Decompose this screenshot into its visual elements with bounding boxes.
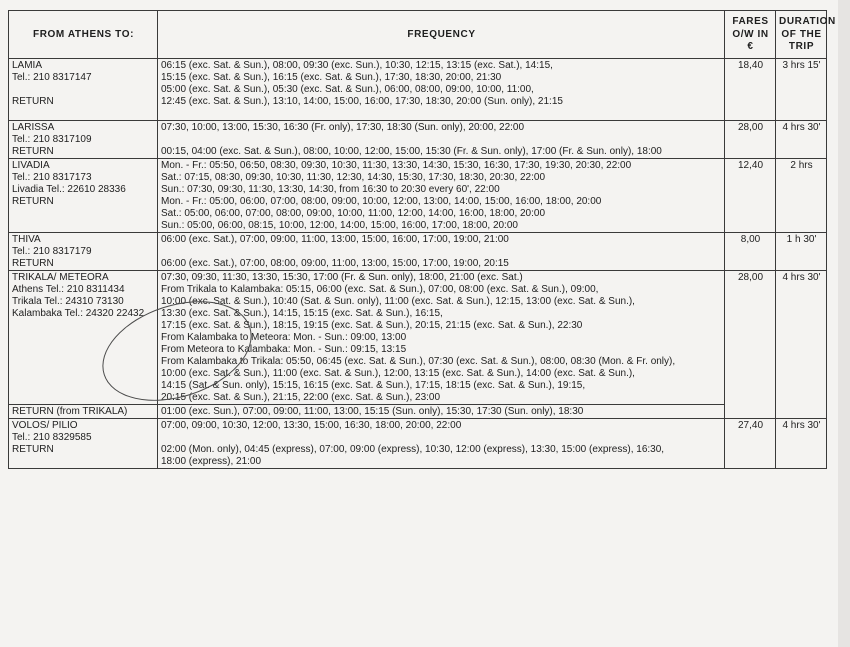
local-phone: Kalambaka Tel.: 24320 22432: [12, 308, 145, 319]
departure-line: Sat.: 07:15, 08:30, 09:30, 10:30, 11:30, 12:30, 14:30, 15:30, 17:30, 18:30, 20:30, 22:00: [161, 172, 546, 183]
frequency-cell: [158, 271, 725, 405]
return-line: 02:00 (Mon. only), 04:45 (express), 07:00, 09:00 (express), 10:30, 12:00 (express), 13:30, 15:00 (express), 16:30,: [161, 444, 665, 455]
frequency-cell: [158, 159, 725, 233]
header-duration: [776, 11, 836, 59]
destination-phone: Athens Tel.: 210 8311434: [12, 284, 125, 295]
return-label: RETURN: [12, 258, 54, 269]
spacer: [12, 108, 155, 120]
departure-line: Mon. - Fr.: 05:50, 06:50, 08:30, 09:30, 10:30, 11:30, 13:30, 14:30, 15:30, 16:30, 17:30, 19:30, 20:30, 22:00: [161, 160, 632, 171]
return-label: RETURN: [12, 146, 54, 157]
header-row: [9, 11, 827, 59]
connection-line: 13:30 (exc. Sat. & Sun.), 14:15, 15:15 (exc. Sat. & Sun.), 16:15,: [161, 308, 443, 319]
fare-cell: 27,40: [725, 419, 776, 469]
return-line: 00:15, 04:00 (exc. Sat. & Sun.), 08:00, 10:00, 12:00, 15:00, 15:30 (Fr. & Sun. only), 17:00 (Fr. & Sun. only), 18:00: [161, 146, 662, 157]
destination-name: LARISSA: [12, 122, 55, 133]
connection-line: 14:15 (Sat. & Sun. only), 15:15, 16:15 (exc. Sat. & Sun.), 17:15, 18:15 (exc. Sat. & Sun.), 19:15,: [161, 380, 586, 391]
return-line: Mon. - Fr.: 05:00, 06:00, 07:00, 08:00, 09:00, 10:00, 12:00, 13:00, 14:00, 15:00, 16:00, 18:00, 20:00: [161, 196, 602, 207]
spacer: [161, 246, 722, 258]
departure-line: 07:00, 09:00, 10:30, 12:00, 13:30, 15:00, 16:30, 18:00, 20:00, 22:00: [161, 420, 462, 431]
destination-cell: [9, 59, 158, 121]
destination-cell: [9, 233, 158, 271]
frequency-cell: [158, 59, 725, 121]
destination-phone: Tel.: 210 8317147: [12, 72, 92, 83]
return-line: 06:00 (exc. Sat.), 07:00, 08:00, 09:00, 11:00, 13:00, 15:00, 17:00, 19:00, 20:15: [161, 258, 509, 269]
local-phone: Livadia Tel.: 22610 28336: [12, 184, 126, 195]
return-label: RETURN: [12, 444, 54, 455]
frequency-cell: [158, 419, 725, 469]
duration-cell: 4 hrs 30': [776, 121, 827, 159]
route-row-trikala-return: [9, 405, 827, 419]
departure-line: 07:30, 10:00, 13:00, 15:30, 16:30 (Fr. only), 17:30, 18:30 (Sun. only), 20:00, 22:00: [161, 122, 525, 133]
route-row-trikala-meteora: [9, 271, 827, 405]
header-duration-text: DURATION OF THE TRIP: [779, 16, 836, 53]
destination-cell: [9, 271, 158, 405]
departure-line: 07:30, 09:30, 11:30, 13:30, 15:30, 17:00 (Fr. & Sun. only), 18:00, 21:00 (exc. Sat.): [161, 272, 523, 283]
return-label: RETURN (from TRIKALA): [12, 406, 128, 417]
connection-line: From Kalambaka to Meteora: Mon. - Sun.: 09:00, 13:00: [161, 332, 407, 343]
destination-phone: Tel.: 210 8329585: [12, 432, 92, 443]
spacer: [161, 432, 722, 444]
route-row-lamia: [9, 59, 827, 121]
destination-phone: Tel.: 210 8317179: [12, 246, 92, 257]
fare-cell: 28,00: [725, 121, 776, 159]
duration-cell: 4 hrs 30': [776, 271, 827, 419]
header-fares-text: FARES O/W IN €: [732, 16, 769, 53]
page-edge: [838, 0, 850, 647]
route-row-thiva: [9, 233, 827, 271]
return-line: 05:00 (exc. Sat. & Sun.), 05:30 (exc. Sat. & Sun.), 06:00, 08:00, 09:00, 10:00, 11:00,: [161, 84, 534, 95]
return-cell: [9, 405, 158, 419]
route-row-volos-pilio: [9, 419, 827, 469]
destination-cell: [9, 419, 158, 469]
destination-phone: Tel.: 210 8317173: [12, 172, 92, 183]
header-from: FROM ATHENS TO:: [9, 11, 158, 59]
fare-cell: 28,00: [725, 271, 776, 419]
spacer: [161, 134, 722, 146]
destination-name: THIVA: [12, 234, 41, 245]
header-fares: [725, 11, 776, 59]
connection-line: From Meteora to Kalambaka: Mon. - Sun.: 09:15, 13:15: [161, 344, 407, 355]
destination-name: LAMIA: [12, 60, 43, 71]
destination-cell: [9, 159, 158, 233]
return-line: 01:00 (exc. Sun.), 07:00, 09:00, 11:00, 13:00, 15:15 (Sun. only), 15:30, 17:30 (Sun. only), 18:30: [161, 406, 584, 417]
departure-line: 15:15 (exc. Sat. & Sun.), 16:15 (exc. Sat. & Sun.), 17:30, 18:30, 20:00, 21:30: [161, 72, 502, 83]
return-label: RETURN: [12, 196, 54, 207]
bus-timetable: [8, 10, 836, 469]
return-line: Sat.: 05:00, 06:00, 07:00, 08:00, 09:00, 10:00, 11:00, 12:00, 14:00, 16:00, 18:00, 20:00: [161, 208, 546, 219]
local-phone: Trikala Tel.: 24310 73130: [12, 296, 124, 307]
route-row-livadia: [9, 159, 827, 233]
frequency-cell: [158, 405, 725, 419]
duration-cell: 1 h 30': [776, 233, 827, 271]
destination-name: TRIKALA/ METEORA: [12, 272, 109, 283]
destination-phone: Tel.: 210 8317109: [12, 134, 92, 145]
frequency-cell: [158, 121, 725, 159]
frequency-cell: [158, 233, 725, 271]
duration-cell: 2 hrs: [776, 159, 827, 233]
fare-cell: 18,40: [725, 59, 776, 121]
header-frequency: FREQUENCY: [158, 11, 725, 59]
connection-line: 10:00 (exc. Sat. & Sun.), 10:40 (Sat. & Sun. only), 11:00 (exc. Sat. & Sun.), 12:15, 13:00 (exc. Sat. & Sun.),: [161, 296, 635, 307]
spacer: [12, 84, 155, 96]
destination-cell: [9, 121, 158, 159]
return-line: 18:00 (express), 21:00: [161, 456, 262, 467]
spacer: [12, 456, 155, 468]
departure-line: 06:00 (exc. Sat.), 07:00, 09:00, 11:00, 13:00, 15:00, 16:00, 17:00, 19:00, 21:00: [161, 234, 509, 245]
connection-line: 17:15 (exc. Sat. & Sun.), 18:15, 19:15 (exc. Sat. & Sun.), 20:15, 21:15 (exc. Sat. & Sun.), 22:30: [161, 320, 583, 331]
departure-line: Sun.: 07:30, 09:30, 11:30, 13:30, 14:30, from 16:30 to 20:30 every 60', 22:00: [161, 184, 500, 195]
connection-line: 20:15 (exc. Sat. & Sun.), 21:15, 22:00 (exc. Sat. & Sun.), 23:00: [161, 392, 441, 403]
connection-line: 10:00 (exc. Sat. & Sun.), 11:00 (exc. Sat. & Sun.), 12:00, 13:15 (exc. Sat. & Sun.), 14:00 (exc. Sat. & Sun.),: [161, 368, 635, 379]
return-label: RETURN: [12, 96, 54, 107]
destination-name: LIVADIA: [12, 160, 50, 171]
duration-cell: 3 hrs 15': [776, 59, 827, 121]
destination-name: VOLOS/ PILIO: [12, 420, 78, 431]
return-line: 12:45 (exc. Sat. & Sun.), 13:10, 14:00, 15:00, 16:00, 17:30, 18:30, 20:00 (Sun. only), 21:15: [161, 96, 563, 107]
return-line: Sun.: 05:00, 06:00, 08:15, 10:00, 12:00, 14:00, 15:00, 16:00, 17:00, 18:00, 20:00: [161, 220, 518, 231]
fare-cell: 12,40: [725, 159, 776, 233]
duration-cell: 4 hrs 30': [776, 419, 827, 469]
connection-line: From Trikala to Kalambaka: 05:15, 06:00 (exc. Sat. & Sun.), 07:00, 08:00 (exc. Sat. & Sun.), 09:00,: [161, 284, 599, 295]
route-row-larissa: [9, 121, 827, 159]
connection-line: From Kalambaka to Trikala: 05:50, 06:45 (exc. Sat. & Sun.), 07:30 (exc. Sat. & Sun.), 08:00, 08:30 (Mon. & Fr. only),: [161, 356, 676, 367]
departure-line: 06:15 (exc. Sat. & Sun.), 08:00, 09:30 (exc. Sun.), 10:30, 12:15, 13:15 (exc. Sat.), 14:15,: [161, 60, 553, 71]
fare-cell: 8,00: [725, 233, 776, 271]
